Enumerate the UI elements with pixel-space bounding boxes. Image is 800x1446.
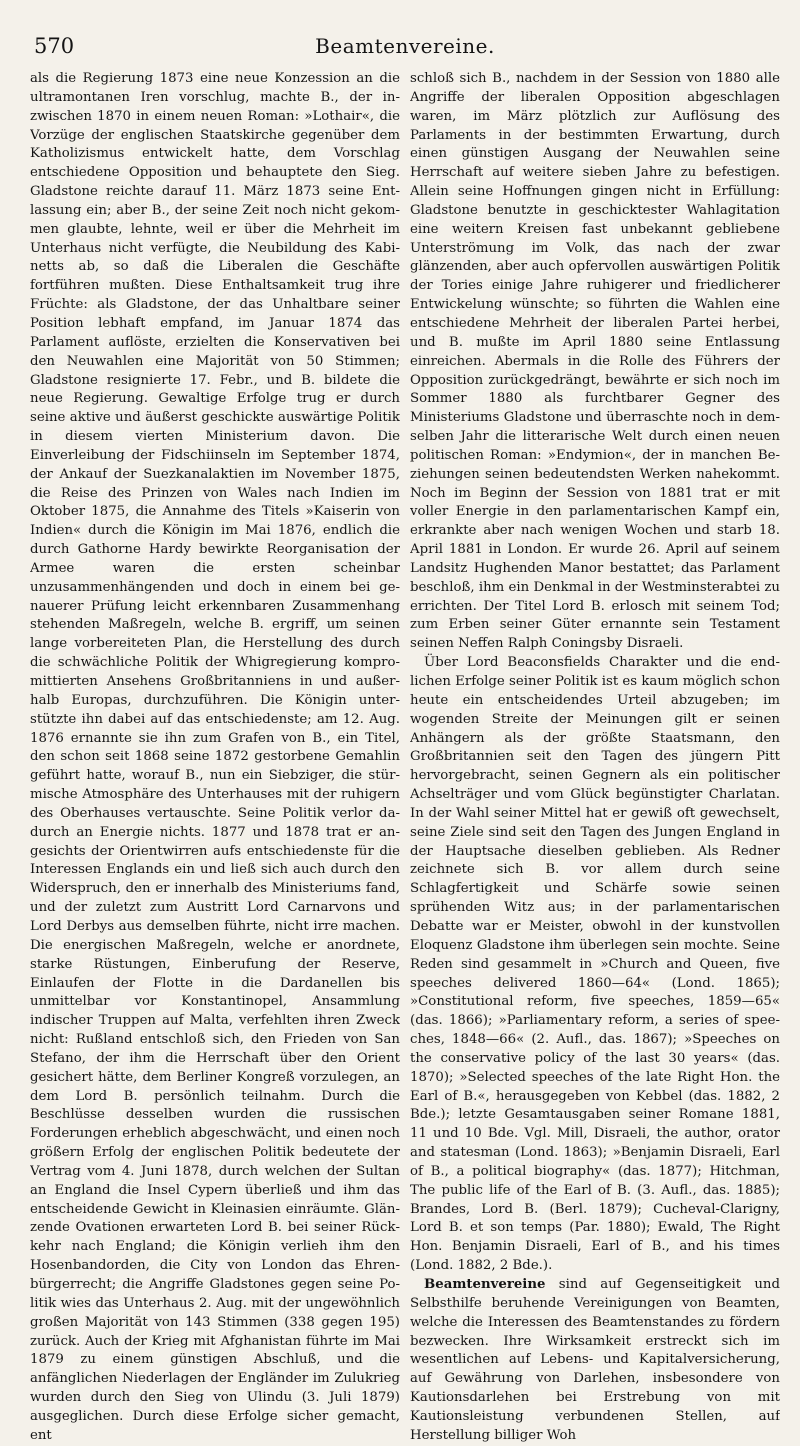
page-header bbox=[30, 34, 780, 64]
left-column-paragraph: als die Regierung 1873 eine neue Konzession an die ultramontanen Iren vorschlug, machte B., der inzwischen 1870 in einem neuen Roman: »Lothair«, die Vorzüge der englischen Staatskirche gegenüber dem Katholizismus entwickelt hatte, dem Vorschlag entschiedene Opposition und behauptete den Sieg. Gladstone reichte darauf 11. März 1873 seine Entlassung ein; aber B., der seine Zeit noch nicht gekommen glaubte, lehnte, weil er über die Mehrheit im Unterhaus nicht verfügte, die Neubildung des Kabinetts ab, so daß die Liberalen die Geschäfte fortführen mußten. Diese Enthaltsamkeit trug ihre Früchte: als Gladstone, der das Unhaltbare seiner Position lebhaft empfand, im Januar 1874 das Parlament auflöste, erzielten die Konservativen bei den Neuwahlen eine Majorität von 50 Stimmen; Gladstone resignierte 17. Febr., und B. bildete die neue Regierung. Gewaltige Erfolge trug er durch seine aktive und äußerst geschickte auswärtige Politik in diesem vierten Ministerium davon. Die Einverleibung der Fidschiinseln im September 1874, der Ankauf der Suezkanalaktien im November 1875, die Reise des Prinzen von Wales nach Indien im Oktober 1875, die Annahme des Titels »Kaiserin von Indien« durch die Königin im Mai 1876, endlich die durch Gathorne Hardy bewirkte Reorganisation der Armee waren die ersten scheinbar unzusammenhängenden und doch in einem bei genauerer Prüfung leicht erkennbaren Zusammenhang stehenden Maßregeln, welche B. ergriff, um seinen lange vorbereiteten Plan, die Herstellung des durch die schwächliche Politik der Whigregierung kompromittierten Ansehens Großbritanniens in und außerhalb Europas, durchzuführen. Die Königin unterstützte ihn dabei auf das entschiedenste; am 12. Aug. 1876 ernannte sie ihn zum Grafen von B., ein Titel, den schon seit 1868 seine 1872 gestorbene Gemahlin geführt hatte, worauf B., nun ein Siebziger, die stürmische Atmosphäre des Unterhauses mit der ruhigern des Oberhauses vertauschte. Seine Politik verlor dadurch an Energie nichts. 1877 und 1878 trat er angesichts der Orientwirren aufs entschiedenste für die Interessen Englands ein und ließ sich auch durch den Widerspruch, den er innerhalb des Ministeriums fand, und der zuletzt zum Austritt Lord Carnarvons und Lord Derbys aus demselben führte, nicht irre machen. Die energischen Maßregeln, welche er anordnete, starke Rüstungen, Einberufung der Reserve, Einlaufen der Flotte in die Dardanellen bis unmittelbar vor Konstantinopel, Ansammlung indischer Truppen auf Malta, verfehlten ihren Zweck nicht: Rußland entschloß sich, den Frieden von San Stefano, der ihm die Herrschaft über den Orient gesichert hätte, dem Berliner Kongreß vorzulegen, an dem Lord B. persönlich teilnahm. Durch die Beschlüsse desselben wurden die russischen Forderungen erheblich abgeschwächt, und einen noch größern Erfolg der englischen Politik bedeutete der Vertrag vom 4. Juni 1878, durch welchen der Sultan an England die Insel Cypern überließ und ihm das entscheidende Gewicht in Kleinasien einräumte. Glänzende Ovationen erwarteten Lord B. bei seiner Rückkehr nach England; die Königin verlieh ihm den Hosenbandorden, die City von London das Ehrenbürgerrecht; die Angriffe Gladstones gegen seine Politik wies das Unterhaus 2. Aug. mit der ungewöhnlich großen Majorität von 143 Stimmen (338 gegen 195) zurück. Auch der Krieg mit Afghanistan führte im Mai 1879 zu einem günstigen Abschluß, und die anfänglichen Niederlagen der Engländer im Zulukrieg wurden durch den Sieg von Ulindu (3. Juli 1879) ausgeglichen. Durch diese Erfolge sicher gemacht, ent bbox=[30, 71, 400, 1443]
entry-paragraph bbox=[410, 1276, 780, 1446]
entry-headword: Beamtenvereine bbox=[424, 1277, 546, 1292]
running-title: Beamtenvereine. bbox=[315, 34, 495, 58]
entry-definition: sind auf Gegenseitigkeit und Selbsthilfe beruhende Vereinigungen von Beamten, welche die Interessen des Beamtenstandes zu fördern bezwecken. Ihre Wirksamkeit erstreckt sich im wesentlichen auf Lebens- und Kapitalversicherung, auf Gewährung von Darlehen, insbesondere von Kautionsdarlehen bei Erstrebung von mit Kautionsleistung verbundenen Stellen, auf Herstellung billiger Woh bbox=[410, 1277, 780, 1443]
page-number: 570 bbox=[34, 34, 75, 58]
right-column-paragraph: Über Lord Beaconsfields Charakter und die endlichen Erfolge seiner Politik ist es kaum möglich schon heute ein entscheidendes Urteil abzugeben; im wogenden Streite der Meinungen gilt er seinen Anhängern als der größte Staatsmann, den Großbritannien seit den Tagen des jüngern Pitt hervorgebracht, seinen Gegnern als ein politischer Achselträger und vom Glück begünstigter Charlatan. In der Wahl seiner Mittel hat er gewiß oft gewechselt, seine Ziele sind seit den Tagen des Jungen England in der Hauptsache dieselben geblieben. Als Redner zeichnete sich B. vor allem durch seine Schlagfertigkeit und Schärfe sowie seinen sprühenden Witz aus; in der parlamentarischen Debatte war er Meister, obwohl in der kunstvollen Eloquenz Gladstone ihm überlegen sein mochte. Seine Reden sind gesammelt in »Church and Queen, five speeches delivered 1860—64« (Lond. 1865); »Constitutional reform, five speeches, 1859—65« (das. 1866); »Parliamentary reform, a series of speeches, 1848—66« (2. Aufl., das. 1867); »Speeches on the conservative policy of the last 30 years« (das. 1870); »Selected speeches of the late Right Hon. the Earl of B.«, herausgegeben von Kebbel (das. 1882, 2 Bde.); letzte Gesamtausgaben seiner Romane 1881, 11 und 10 Bde. Vgl. Mill, Disraeli, the author, orator and statesman (Lond. 1863); »Benjamin Disraeli, Earl of B., a political biography« (das. 1877); Hitchman, The public life of the Earl of B. (3. Aufl., das. 1885); Brandes, Lord B. (Berl. 1879); Cucheval-Clarigny, Lord B. et son temps (Par. 1880); Ewald, The Right Hon. Benjamin Disraeli, Earl of B., and his times (Lond. 1882, 2 Bde.). bbox=[410, 655, 780, 1274]
left-column bbox=[30, 70, 400, 1446]
text-columns bbox=[30, 70, 780, 1446]
right-column bbox=[410, 70, 780, 1446]
right-column-paragraph: schloß sich B., nachdem in der Session von 1880 alle Angriffe der liberalen Opposition abgeschlagen waren, im März plötzlich zur Auflösung des Parlaments in der bestimmten Erwartung, durch einen günstigen Ausgang der Neuwahlen seine Herrschaft auf weitere sieben Jahre zu befestigen. Allein seine Hoffnungen gingen nicht in Erfüllung: Gladstone benutzte in geschicktester Wahlagitation eine weitern Kreisen fast unbekannt gebliebene Unterströmung im Volk, das nach der zwar glänzenden, aber auch opfervollen auswärtigen Politik der Tories einige Jahre ruhigerer und friedlicherer Entwickelung wünschte; so führten die Wahlen eine entschiedene Mehrheit der liberalen Partei herbei, und B. mußte im April 1880 seine Entlassung einreichen. Abermals in die Rolle des Führers der Opposition zurückgedrängt, bewährte er sich noch im Sommer 1880 als furchtbarer Gegner des Ministeriums Gladstone und überraschte noch in demselben Jahr die litterarische Welt durch einen neuen politischen Roman: »Endymion«, der in manchen Beziehungen seinen bedeutendsten Werken nahekommt. Noch im Beginn der Session von 1881 trat er mit voller Energie in den parlamentarischen Kampf ein, erkrankte aber nach wenigen Wochen und starb 18. April 1881 in London. Er wurde 26. April auf seinem Landsitz Hughenden Manor bestattet; das Parlament beschloß, ihm ein Denkmal in der Westminsterabtei zu errichten. Der Titel Lord B. erlosch mit seinem Tod; zum Erben seiner Güter ernannte sein Testament seinen Neffen Ralph Coningsby Disraeli. bbox=[410, 71, 780, 652]
